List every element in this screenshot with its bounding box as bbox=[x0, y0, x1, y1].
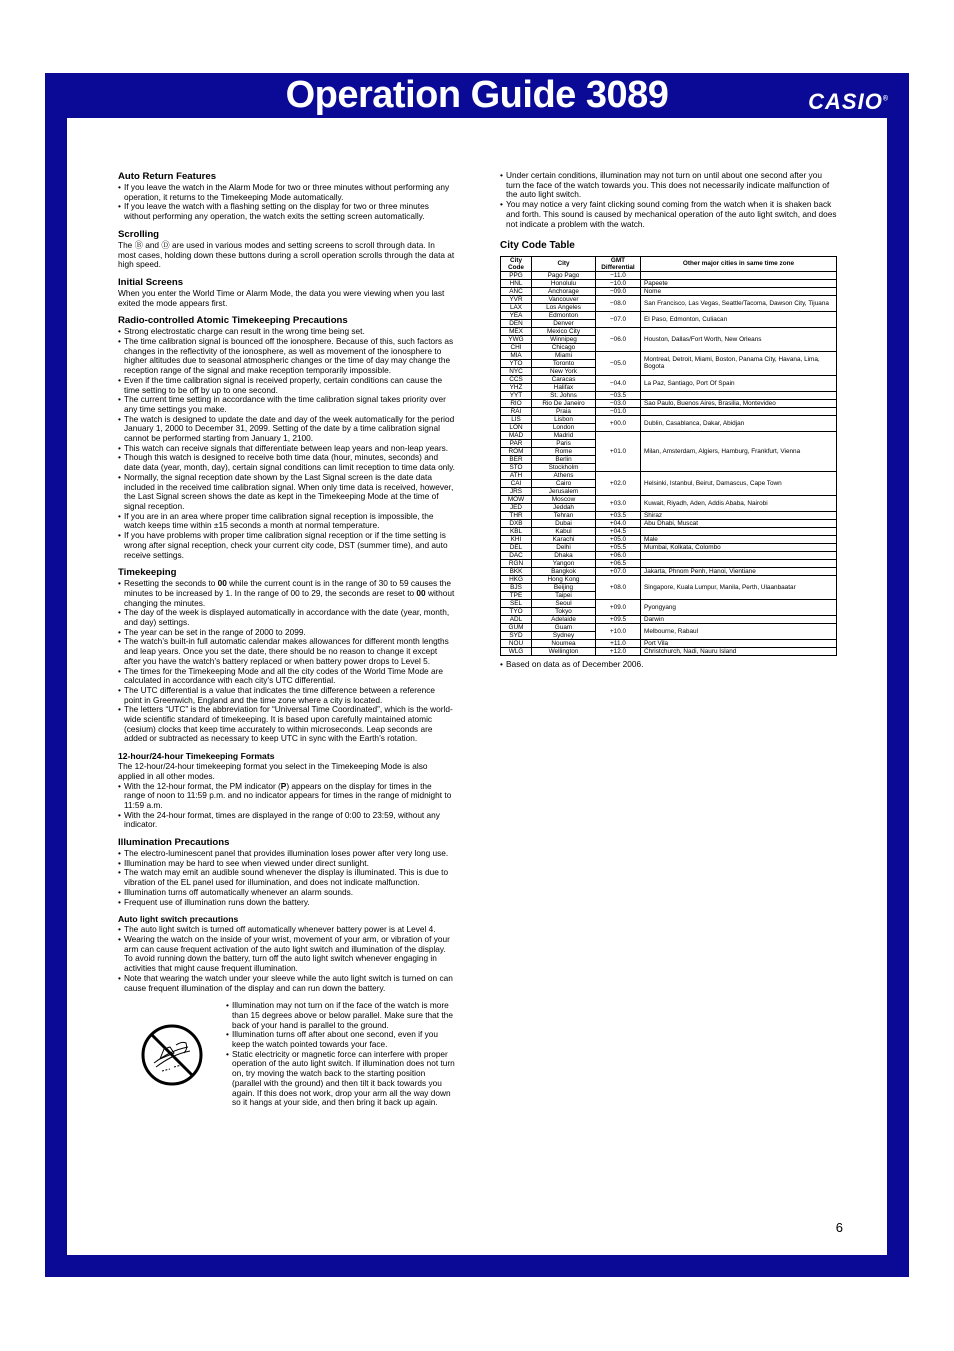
other-cities-cell: Shiraz bbox=[641, 511, 837, 519]
gmt-differential-cell: −07.0 bbox=[596, 311, 641, 327]
list-item: • This watch can receive signals that differentiate between leap years and non-leap years. bbox=[118, 444, 455, 454]
section-heading: Scrolling bbox=[118, 228, 160, 240]
table-row bbox=[501, 471, 837, 479]
page-frame bbox=[45, 73, 909, 1277]
city-code-table bbox=[500, 256, 837, 656]
city-name-cell: Kabul bbox=[532, 527, 596, 535]
scrolling-section bbox=[118, 229, 455, 270]
other-cities-cell: Kuwait, Riyadh, Aden, Addis Ababa, Nairobi bbox=[641, 495, 837, 511]
city-name-cell: Tokyo bbox=[532, 607, 596, 615]
gmt-differential-cell: −06.0 bbox=[596, 327, 641, 351]
table-row bbox=[501, 351, 837, 359]
other-cities-cell: Sao Paulo, Buenos Aires, Brasilia, Montevideo bbox=[641, 399, 837, 407]
city-name-cell: Toronto bbox=[532, 359, 596, 367]
city-name-cell: Winnipeg bbox=[532, 335, 596, 343]
city-name-cell: Jerusalem bbox=[532, 487, 596, 495]
list-item: • Static electricity or magnetic force can interfere with proper operation of the auto light switch. If illumination does not turn on, try moving the watch back to the starting position (parallel with the ground) and then tilt it back towards you again. If this does not work, drop your arm all the way down so it hangs at your side, and then bring it back up again. bbox=[226, 1050, 455, 1108]
gmt-differential-cell: +08.0 bbox=[596, 575, 641, 599]
gmt-differential-cell: +09.5 bbox=[596, 615, 641, 623]
gmt-differential-cell: −01.0 bbox=[596, 407, 641, 415]
bullet-list bbox=[118, 608, 455, 744]
city-name-cell: Taipei bbox=[532, 591, 596, 599]
casio-logo bbox=[808, 89, 889, 115]
gmt-differential-cell: +10.0 bbox=[596, 623, 641, 639]
city-name-cell: Edmonton bbox=[532, 311, 596, 319]
other-cities-cell: Singapore, Kuala Lumpur, Manila, Perth, Ulaanbaatar bbox=[641, 575, 837, 599]
city-code-cell: RGN bbox=[501, 559, 532, 567]
list-item: • If you have problems with proper time calibration signal reception or if the time setting is wrong after signal reception, check your current city code, DST (summer time), and auto receive settings. bbox=[118, 531, 455, 560]
city-code-cell: MIA bbox=[501, 351, 532, 359]
other-cities-cell: Papeete bbox=[641, 279, 837, 287]
city-code-cell: BJS bbox=[501, 583, 532, 591]
city-code-cell: PAR bbox=[501, 439, 532, 447]
city-code-cell: NOU bbox=[501, 639, 532, 647]
other-cities-cell: Port Vila bbox=[641, 639, 837, 647]
other-cities-cell: San Francisco, Las Vegas, Seattle/Tacoma, Dawson City, Tijuana bbox=[641, 295, 837, 311]
list-item: • If you are in an area where proper time calibration signal reception is impossible, the watch keeps time within ±15 seconds a month at normal temperature. bbox=[118, 512, 455, 531]
city-name-cell: Jeddah bbox=[532, 503, 596, 511]
other-cities-cell: Helsinki, Istanbul, Beirut, Damascus, Cape Town bbox=[641, 471, 837, 495]
table-row bbox=[501, 271, 837, 279]
table-row bbox=[501, 543, 837, 551]
city-name-cell: Adelaide bbox=[532, 615, 596, 623]
city-name-cell: Lisbon bbox=[532, 415, 596, 423]
page-content bbox=[67, 118, 887, 1255]
list-item: • The year can be set in the range of 2000 to 2099. bbox=[118, 628, 455, 638]
city-name-cell: Wellington bbox=[532, 647, 596, 655]
left-column bbox=[118, 171, 455, 1115]
table-row bbox=[501, 559, 837, 567]
table-row bbox=[501, 295, 837, 303]
list-item: • With the 12-hour format, the PM indicator (P) appears on the display for times in the range of noon to 11:59 p.m. and no indicator appears for times in the range of midnight to 11:59 a.m. bbox=[118, 782, 455, 811]
city-name-cell: Delhi bbox=[532, 543, 596, 551]
gmt-differential-cell: +05.0 bbox=[596, 535, 641, 543]
city-name-cell: Yangon bbox=[532, 559, 596, 567]
table-row bbox=[501, 311, 837, 319]
paragraph: The 12-hour/24-hour timekeeping format you select in the Timekeeping Mode is also applied in all other modes. bbox=[118, 761, 428, 781]
table-row bbox=[501, 615, 837, 623]
column-header-city: City bbox=[532, 256, 596, 271]
table-row bbox=[501, 647, 837, 655]
city-name-cell: Stockholm bbox=[532, 463, 596, 471]
list-item: • Illumination may be hard to see when viewed under direct sunlight. bbox=[118, 859, 455, 869]
city-code-table-title: City Code Table bbox=[500, 240, 575, 252]
table-footnote: • Based on data as of December 2006. bbox=[500, 660, 837, 670]
city-name-cell: Hong Kong bbox=[532, 575, 596, 583]
city-name-cell: Bangkok bbox=[532, 567, 596, 575]
other-cities-cell: Pyongyang bbox=[641, 599, 837, 615]
section-heading: Auto light switch precautions bbox=[118, 914, 239, 925]
city-table-body bbox=[501, 271, 837, 655]
city-name-cell: Dubai bbox=[532, 519, 596, 527]
city-code-cell: YHZ bbox=[501, 383, 532, 391]
column-header-code: City Code bbox=[501, 256, 532, 271]
city-name-cell: London bbox=[532, 423, 596, 431]
other-cities-cell: Darwin bbox=[641, 615, 837, 623]
city-code-cell: DXB bbox=[501, 519, 532, 527]
list-item: • Strong electrostatic charge can result in the wrong time being set. bbox=[118, 327, 455, 337]
city-name-cell: Moscow bbox=[532, 495, 596, 503]
city-name-cell: Madrid bbox=[532, 431, 596, 439]
gmt-differential-cell: −05.0 bbox=[596, 351, 641, 375]
timekeeping-section bbox=[118, 567, 455, 744]
gmt-differential-cell: −03.0 bbox=[596, 399, 641, 407]
gmt-differential-cell: +11.0 bbox=[596, 639, 641, 647]
city-code-cell: KHI bbox=[501, 535, 532, 543]
city-code-cell: CAI bbox=[501, 479, 532, 487]
table-row bbox=[501, 407, 837, 415]
list-item: • The letters “UTC” is the abbreviation for “Universal Time Coordinated”, which is the world-wide scientific standard of timekeeping. It is based upon carefully maintained atomic (cesium) clocks that keep time accurately to within microseconds. Leap seconds are added or subtracted as necessary to keep UTC in sync with the Earth’s rotation. bbox=[118, 705, 455, 744]
city-code-cell: RAI bbox=[501, 407, 532, 415]
list-item: • Illumination turns off after about one second, even if you keep the watch pointed towards your face. bbox=[226, 1030, 455, 1049]
bullet-list bbox=[118, 782, 455, 811]
gmt-differential-cell: +12.0 bbox=[596, 647, 641, 655]
city-code-cell: DEN bbox=[501, 319, 532, 327]
city-name-cell: Miami bbox=[532, 351, 596, 359]
table-row bbox=[501, 535, 837, 543]
city-code-cell: RIO bbox=[501, 399, 532, 407]
illumination-section bbox=[118, 837, 455, 907]
list-item: • Under certain conditions, illumination may not turn on until about one second after you turn the face of the watch towards you. This does not necessarily indicate malfunction of the auto light switch. bbox=[500, 171, 837, 200]
gmt-differential-cell: +07.0 bbox=[596, 567, 641, 575]
other-cities-cell bbox=[641, 391, 837, 399]
city-name-cell: Los Angeles bbox=[532, 303, 596, 311]
city-code-cell: DAC bbox=[501, 551, 532, 559]
city-name-cell: New York bbox=[532, 367, 596, 375]
other-cities-cell: Milan, Amsterdam, Algiers, Hamburg, Frankfurt, Vienna bbox=[641, 431, 837, 471]
gmt-differential-cell: +01.0 bbox=[596, 431, 641, 471]
bullet-list bbox=[118, 183, 455, 222]
city-name-cell: Seoul bbox=[532, 599, 596, 607]
table-row bbox=[501, 431, 837, 439]
list-item: • Frequent use of illumination runs down the battery. bbox=[118, 898, 455, 908]
city-code-cell: NYC bbox=[501, 367, 532, 375]
right-column bbox=[500, 171, 837, 670]
gmt-differential-cell: −10.0 bbox=[596, 279, 641, 287]
city-code-cell: YTO bbox=[501, 359, 532, 367]
table-row bbox=[501, 399, 837, 407]
gmt-differential-cell: −08.0 bbox=[596, 295, 641, 311]
city-code-cell: JED bbox=[501, 503, 532, 511]
city-code-cell: MOW bbox=[501, 495, 532, 503]
table-row bbox=[501, 519, 837, 527]
city-name-cell: Cairo bbox=[532, 479, 596, 487]
city-name-cell: Sydney bbox=[532, 631, 596, 639]
city-code-cell: HNL bbox=[501, 279, 532, 287]
other-cities-cell: Melbourne, Rabaul bbox=[641, 623, 837, 639]
city-code-cell: ADL bbox=[501, 615, 532, 623]
city-code-cell: DEL bbox=[501, 543, 532, 551]
list-item: • The watch’s built-in full automatic calendar makes allowances for different month lengths and leap years. Once you set the date, there should be no reason to change it except after you have the watch’s battery replaced or when battery power drops to Level 5. bbox=[118, 637, 455, 666]
list-item: • Illumination may not turn on if the face of the watch is more than 15 degrees above or below parallel. Make sure that the back of your hand is parallel to the ground. bbox=[226, 1001, 455, 1030]
gmt-differential-cell: −03.5 bbox=[596, 391, 641, 399]
other-cities-cell bbox=[641, 551, 837, 559]
formats-section bbox=[118, 751, 455, 830]
section-heading: Initial Screens bbox=[118, 276, 184, 288]
list-item: • Resetting the seconds to 00 while the current count is in the range of 30 to 59 causes the minutes to be increased by 1. In the range of 00 to 29, the seconds are reset to 00 without changing the minutes. bbox=[118, 579, 455, 608]
list-item: • Though this watch is designed to receive both time data (hour, minutes, seconds) and date data (year, month, day), certain signal conditions can limit reception to time data only. bbox=[118, 453, 455, 472]
other-cities-cell: Mumbai, Kolkata, Colombo bbox=[641, 543, 837, 551]
gmt-differential-cell: +04.5 bbox=[596, 527, 641, 535]
city-name-cell: Denver bbox=[532, 319, 596, 327]
city-name-cell: Pago Pago bbox=[532, 271, 596, 279]
city-code-cell: TPE bbox=[501, 591, 532, 599]
list-item: • The UTC differential is a value that indicates the time difference between a reference point in Greenwich, England and the time zone where a city is located. bbox=[118, 686, 455, 705]
city-code-cell: YEA bbox=[501, 311, 532, 319]
city-code-cell: JRS bbox=[501, 487, 532, 495]
bullet-list bbox=[118, 925, 455, 993]
city-name-cell: Noumea bbox=[532, 639, 596, 647]
city-code-cell: BKK bbox=[501, 567, 532, 575]
bullet-list bbox=[118, 849, 455, 907]
table-row bbox=[501, 575, 837, 583]
city-code-cell: PPG bbox=[501, 271, 532, 279]
table-row bbox=[501, 567, 837, 575]
gmt-differential-cell: −11.0 bbox=[596, 271, 641, 279]
list-item: • You may notice a very faint clicking sound coming from the watch when it is shaken back and forth. This sound is caused by mechanical operation of the auto light switch, and does not indicate a problem with the watch. bbox=[500, 200, 837, 229]
city-code-cell: STO bbox=[501, 463, 532, 471]
gmt-differential-cell: +04.0 bbox=[596, 519, 641, 527]
city-code-cell: THR bbox=[501, 511, 532, 519]
auto-light-section bbox=[118, 914, 455, 1108]
city-code-cell: KBL bbox=[501, 527, 532, 535]
table-row bbox=[501, 599, 837, 607]
list-item: • Illumination turns off automatically whenever an alarm sounds. bbox=[118, 888, 455, 898]
city-code-cell: SYD bbox=[501, 631, 532, 639]
city-name-cell: Dhaka bbox=[532, 551, 596, 559]
illumination-illustration-row bbox=[118, 1001, 455, 1108]
table-row bbox=[501, 279, 837, 287]
city-name-cell: Rome bbox=[532, 447, 596, 455]
bullet-list bbox=[118, 579, 455, 608]
city-name-cell: Beijing bbox=[532, 583, 596, 591]
column-header-other: Other major cities in same time zone bbox=[641, 256, 837, 271]
other-cities-cell: Christchurch, Nadi, Nauru Island bbox=[641, 647, 837, 655]
section-heading: Radio-controlled Atomic Timekeeping Precautions bbox=[118, 315, 348, 327]
other-cities-cell: Dublin, Casablanca, Dakar, Abidjan bbox=[641, 415, 837, 431]
city-code-cell: LIS bbox=[501, 415, 532, 423]
city-name-cell: Tehran bbox=[532, 511, 596, 519]
table-row bbox=[501, 511, 837, 519]
city-name-cell: Mexico City bbox=[532, 327, 596, 335]
bullet-list bbox=[118, 327, 455, 560]
city-name-cell: Karachi bbox=[532, 535, 596, 543]
list-item: • If you leave the watch in the Alarm Mode for two or three minutes without performing any operation, it returns to the Timekeeping Mode automatically. bbox=[118, 183, 455, 202]
list-item: • The times for the Timekeeping Mode and all the city codes of the World Time Mode are calculated in accordance with each city’s UTC differential. bbox=[118, 667, 455, 686]
city-name-cell: Chicago bbox=[532, 343, 596, 351]
city-code-cell: HKG bbox=[501, 575, 532, 583]
radio-controlled-section bbox=[118, 315, 455, 560]
city-code-cell: LON bbox=[501, 423, 532, 431]
other-cities-cell bbox=[641, 559, 837, 567]
list-item: • With the 24-hour format, times are displayed in the range of 0:00 to 23:59, without any indicator. bbox=[118, 811, 455, 830]
other-cities-cell: Houston, Dallas/Fort Worth, New Orleans bbox=[641, 327, 837, 351]
table-row bbox=[501, 527, 837, 535]
gmt-differential-cell: −04.0 bbox=[596, 375, 641, 391]
gmt-differential-cell: +05.5 bbox=[596, 543, 641, 551]
table-row bbox=[501, 415, 837, 423]
city-name-cell: Berlin bbox=[532, 455, 596, 463]
city-code-cell: ROM bbox=[501, 447, 532, 455]
bullet-list bbox=[500, 660, 837, 670]
list-item: • The watch may emit an audible sound whenever the display is illuminated. This is due to vibration of the EL panel used for illumination, and does not indicate malfunction. bbox=[118, 868, 455, 887]
city-name-cell: Paris bbox=[532, 439, 596, 447]
table-row bbox=[501, 551, 837, 559]
list-item: • The current time setting in accordance with the time calibration signal takes priority over any time settings you make. bbox=[118, 395, 455, 414]
city-code-cell: MAD bbox=[501, 431, 532, 439]
table-header-row bbox=[501, 256, 837, 271]
city-code-cell: MEX bbox=[501, 327, 532, 335]
other-cities-cell bbox=[641, 407, 837, 415]
other-cities-cell: Nome bbox=[641, 287, 837, 295]
registered-mark: ® bbox=[882, 95, 889, 103]
city-name-cell: Rio De Janeiro bbox=[532, 399, 596, 407]
gmt-differential-cell: +09.0 bbox=[596, 599, 641, 615]
city-code-cell: YWG bbox=[501, 335, 532, 343]
city-name-cell: St. Johns bbox=[532, 391, 596, 399]
gmt-differential-cell: +00.0 bbox=[596, 415, 641, 431]
gmt-differential-cell: +03.5 bbox=[596, 511, 641, 519]
list-item: • The time calibration signal is bounced off the ionosphere. Because of this, such factors as changes in the reflectivity of the ionosphere, as well as movement of the ionosphere to higher altitudes due to seasonal atmospheric changes or the time of day may change the reception range of the signal and make reception temporarily impossible. bbox=[118, 337, 455, 376]
city-code-cell: YVR bbox=[501, 295, 532, 303]
table-row bbox=[501, 327, 837, 335]
other-cities-cell: Montreal, Detroit, Miami, Boston, Panama City, Havana, Lima, Bogota bbox=[641, 351, 837, 375]
city-code-cell: LAX bbox=[501, 303, 532, 311]
city-name-cell: Praia bbox=[532, 407, 596, 415]
other-cities-cell: La Paz, Santiago, Port Of Spain bbox=[641, 375, 837, 391]
section-heading: 12-hour/24-hour Timekeeping Formats bbox=[118, 751, 275, 762]
list-item: • Wearing the watch on the inside of your wrist, movement of your arm, or vibration of your arm can cause frequent activation of the auto light switch and illumination of the display. To avoid running down the battery, turn off the auto light switch whenever engaging in activities that might cause frequent illumination. bbox=[118, 935, 455, 974]
city-code-cell: ATH bbox=[501, 471, 532, 479]
city-name-cell: Halifax bbox=[532, 383, 596, 391]
section-heading: Timekeeping bbox=[118, 567, 177, 579]
list-item: • The auto light switch is turned off automatically whenever battery power is at Level 4. bbox=[118, 925, 455, 935]
other-cities-cell: El Paso, Edmonton, Culiacan bbox=[641, 311, 837, 327]
initial-screens-section bbox=[118, 277, 455, 308]
table-row bbox=[501, 623, 837, 631]
list-item: • Even if the time calibration signal is received properly, certain conditions can cause the time setting to be off by up to one second. bbox=[118, 376, 455, 395]
city-code-cell: BER bbox=[501, 455, 532, 463]
list-item: • Normally, the signal reception date shown by the Last Signal screen is the date data included in the received time calibration signal. When only time data is received, however, the Last Signal screen shows the date as kept in the Timekeeping Mode at the time of signal reception. bbox=[118, 473, 455, 512]
city-name-cell: Honolulu bbox=[532, 279, 596, 287]
list-item: • If you leave the watch with a flashing setting on the display for two or three minutes without performing any operation, the watch exits the setting screen automatically. bbox=[118, 202, 455, 221]
city-name-cell: Caracas bbox=[532, 375, 596, 383]
gmt-differential-cell: +06.5 bbox=[596, 559, 641, 567]
paragraph: The Ⓑ and Ⓓ are used in various modes and setting screens to scroll through data. In most cases, holding down these buttons during a scroll operation scrolls through the data at high speed. bbox=[118, 239, 455, 270]
city-code-cell: WLG bbox=[501, 647, 532, 655]
city-code-cell: CHI bbox=[501, 343, 532, 351]
other-cities-cell: Jakarta, Phnom Penh, Hanoi, Vientiane bbox=[641, 567, 837, 575]
auto-return-section bbox=[118, 171, 455, 222]
no-sleeve-watch-icon bbox=[118, 1001, 226, 1108]
city-name-cell: Guam bbox=[532, 623, 596, 631]
page-number: 6 bbox=[835, 1220, 843, 1235]
bullet-list bbox=[226, 1001, 455, 1108]
table-row bbox=[501, 391, 837, 399]
city-name-cell: Anchorage bbox=[532, 287, 596, 295]
section-heading: Auto Return Features bbox=[118, 171, 217, 182]
city-code-cell: CCS bbox=[501, 375, 532, 383]
city-code-cell: GUM bbox=[501, 623, 532, 631]
city-code-cell: ANC bbox=[501, 287, 532, 295]
section-heading: Illumination Precautions bbox=[118, 837, 230, 849]
table-row bbox=[501, 375, 837, 383]
bullet-list bbox=[500, 171, 837, 229]
gmt-differential-cell: +02.0 bbox=[596, 471, 641, 495]
city-name-cell: Vancouver bbox=[532, 295, 596, 303]
other-cities-cell: Male bbox=[641, 535, 837, 543]
gmt-differential-cell: +06.0 bbox=[596, 551, 641, 559]
list-item: • The electro-luminescent panel that provides illumination loses power after very long use. bbox=[118, 849, 455, 859]
other-cities-cell: Abu Dhabi, Muscat bbox=[641, 519, 837, 527]
logo-text: CASIO bbox=[808, 89, 883, 114]
list-item: • The watch is designed to update the date and day of the week automatically for the period January 1, 2000 to December 31, 2099. Setting of the date by a time calibration signal cannot be performed starting from January 1, 2100. bbox=[118, 415, 455, 444]
city-name-cell: Athens bbox=[532, 471, 596, 479]
city-code-cell: SEL bbox=[501, 599, 532, 607]
city-code-cell: TYO bbox=[501, 607, 532, 615]
table-row bbox=[501, 639, 837, 647]
table-row bbox=[501, 495, 837, 503]
gmt-differential-cell: −09.0 bbox=[596, 287, 641, 295]
gmt-differential-cell: +03.0 bbox=[596, 495, 641, 511]
list-item: • Note that wearing the watch under your sleeve while the auto light switch is turned on can cause frequent illumination of the display and can run down the battery. bbox=[118, 974, 455, 993]
paragraph: When you enter the World Time or Alarm Mode, the data you were viewing when you last exited the mode appears first. bbox=[118, 287, 445, 308]
city-code-cell: YYT bbox=[501, 391, 532, 399]
other-cities-cell bbox=[641, 271, 837, 279]
column-header-gmt: GMT Differential bbox=[596, 256, 641, 271]
list-item: • The day of the week is displayed automatically in accordance with the date (year, month, and day) settings. bbox=[118, 608, 455, 627]
page-title: Operation Guide 3089 bbox=[285, 74, 669, 116]
bullet-list bbox=[118, 811, 455, 830]
other-cities-cell bbox=[641, 527, 837, 535]
table-row bbox=[501, 287, 837, 295]
